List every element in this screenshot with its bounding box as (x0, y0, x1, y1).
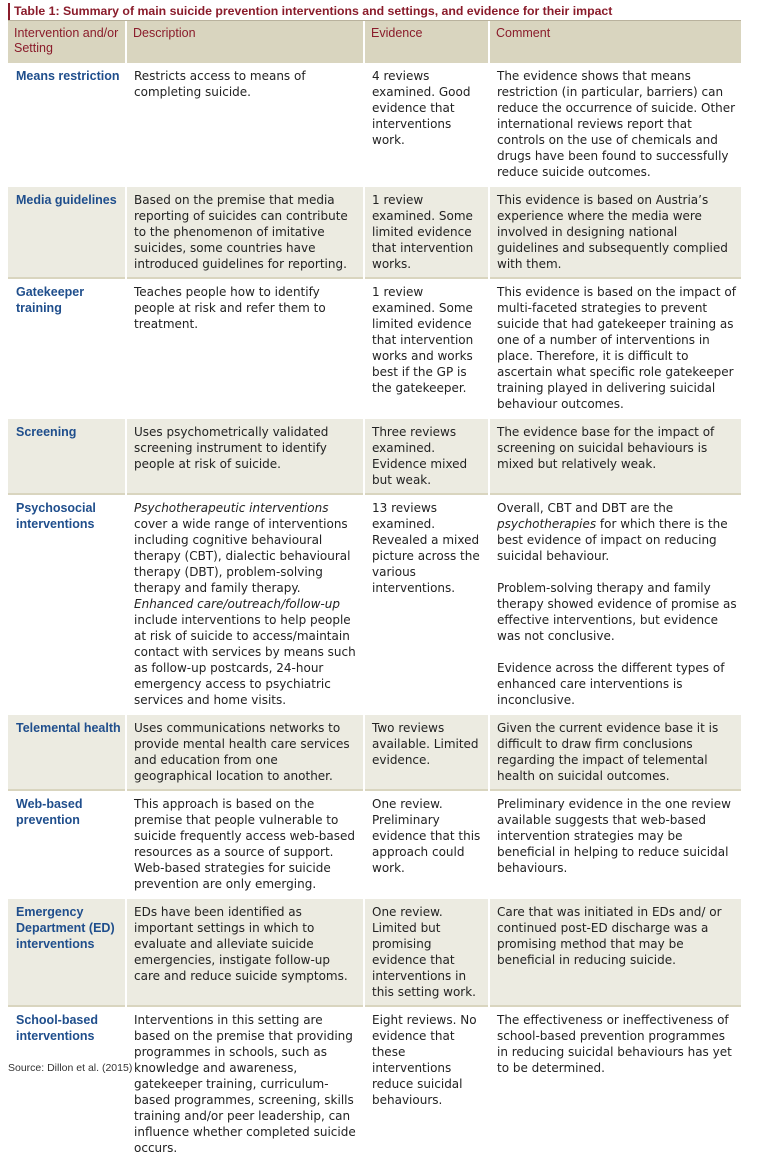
cell-description (126, 494, 364, 714)
cell-setting: Screening (8, 418, 126, 494)
header-comment: Comment (489, 21, 741, 62)
cell-comment: Given the current evidence base it is difficult to draw firm conclusions regarding the impact of telemental health on suicidal outcomes. (489, 714, 741, 790)
table-row (8, 1006, 741, 1161)
cell-description: Based on the premise that media reporting of suicides can contribute to the phenomenon of imitative suicides, some countries have introduced guidelines for reporting. (126, 186, 364, 278)
header-setting: Intervention and/or Setting (8, 21, 126, 62)
cell-comment (489, 494, 741, 714)
cell-description: Interventions in this setting are based on the premise that providing programmes in schools, such as knowledge and awareness, gatekeeper training, curriculum-based programmes, screening, skills training and/or peer leadership, can influence whether completed suicide occurs. (126, 1006, 364, 1161)
cell-setting: Media guidelines (8, 186, 126, 278)
description-italic-term: Psychotherapeutic interventions (134, 501, 329, 515)
comment-text: for which there is the best evidence of impact on reducing suicidal behaviour. (497, 517, 728, 563)
cell-evidence: 4 reviews examined. Good evidence that interventions work. (364, 62, 489, 186)
cell-comment: This evidence is based on Austria’s experience where the media were involved in designing national guidelines and subsequently complied with them. (489, 186, 741, 278)
cell-setting: Emergency Department (ED) interventions (8, 898, 126, 1006)
description-italic-term: Enhanced care/outreach/follow-up (134, 597, 340, 611)
comment-italic-term: psychotherapies (497, 517, 597, 531)
cell-comment: The evidence base for the impact of screening on suicidal behaviours is mixed but relatively weak. (489, 418, 741, 494)
table-row (8, 62, 741, 186)
cell-evidence: 13 reviews examined. Revealed a mixed picture across the various interventions. (364, 494, 489, 714)
cell-evidence: One review. Limited but promising evidence that interventions in this setting work. (364, 898, 489, 1006)
table-row (8, 494, 741, 714)
cell-evidence: One review. Preliminary evidence that this approach could work. (364, 790, 489, 898)
cell-description: EDs have been identified as important settings in which to evaluate and alleviate suicide emergencies, instigate follow-up care and reduce suicide symptoms. (126, 898, 364, 1006)
cell-evidence: Three reviews examined. Evidence mixed but weak. (364, 418, 489, 494)
cell-setting: Means restriction (8, 62, 126, 186)
cell-evidence: 1 review examined. Some limited evidence that intervention works and works best if the GP is the gatekeeper. (364, 278, 489, 418)
cell-description: Restricts access to means of completing suicide. (126, 62, 364, 186)
cell-description: This approach is based on the premise that people vulnerable to suicide frequently access web-based resources as a source of support. Web-based strategies for suicide prevention are only emerging. (126, 790, 364, 898)
cell-comment: The evidence shows that means restriction (in particular, barriers) can reduce the occurrence of suicide. Other international reviews report that controls on the use of chemicals and drugs have been found to successfully reduce suicide outcomes. (489, 62, 741, 186)
table-row (8, 790, 741, 898)
table-row (8, 186, 741, 278)
table-row (8, 418, 741, 494)
header-description: Description (126, 21, 364, 62)
table-header-row (8, 21, 741, 62)
comment-paragraph (497, 500, 737, 564)
table-row (8, 278, 741, 418)
cell-setting: Gatekeeper training (8, 278, 126, 418)
table-title: Table 1: Summary of main suicide prevention interventions and settings, and evidence for their impact (8, 3, 612, 20)
cell-setting: School-based interventions (8, 1006, 126, 1161)
cell-description: Uses psychometrically validated screening instrument to identify people at risk of suicide. (126, 418, 364, 494)
comment-paragraph: Evidence across the different types of enhanced care interventions is inconclusive. (497, 661, 725, 707)
cell-setting: Telemental health (8, 714, 126, 790)
table-row (8, 898, 741, 1006)
cell-evidence: Two reviews available. Limited evidence. (364, 714, 489, 790)
comment-paragraph: Problem-solving therapy and family therapy showed evidence of promise as effective interventions, but evidence was not conclusive. (497, 581, 737, 643)
description-text: cover a wide range of interventions including cognitive behavioural therapy (CBT), dialectic behavioural therapy (DBT), problem-solving therapy and family therapy. (134, 517, 351, 595)
interventions-table (8, 21, 741, 1161)
comment-text: Overall, CBT and DBT are the (497, 501, 674, 515)
cell-comment: Care that was initiated in EDs and/ or continued post-ED discharge was a promising method that may be beneficial in reducing suicide. (489, 898, 741, 1006)
table-row (8, 714, 741, 790)
cell-evidence: Eight reviews. No evidence that these interventions reduce suicidal behaviours. (364, 1006, 489, 1161)
cell-setting: Psychosocial interventions (8, 494, 126, 714)
cell-setting: Web-based prevention (8, 790, 126, 898)
cell-comment: The effectiveness or ineffectiveness of school-based prevention programmes in reducing suicidal behaviours has yet to be determined. (489, 1006, 741, 1161)
description-text: include interventions to help people at risk of suicide to access/maintain contact with services by means such as follow-up postcards, 24-hour emergency access to psychiatric services and home visits. (134, 613, 356, 707)
cell-evidence: 1 review examined. Some limited evidence that intervention works. (364, 186, 489, 278)
cell-comment: Preliminary evidence in the one review available suggests that web-based intervention strategies may be beneficial in helping to reduce suicidal behaviours. (489, 790, 741, 898)
header-evidence: Evidence (364, 21, 489, 62)
cell-description: Uses communications networks to provide mental health care services and education from one geographical location to another. (126, 714, 364, 790)
cell-comment: This evidence is based on the impact of multi-faceted strategies to prevent suicide that had gatekeeper training as one of a number of interventions in place. Therefore, it is difficult to ascertain what specific role gatekeeper training played in delivering suicidal behaviour outcomes. (489, 278, 741, 418)
cell-description: Teaches people how to identify people at risk and refer them to treatment. (126, 278, 364, 418)
source-citation: Source: Dillon et al. (2015) (8, 1062, 133, 1074)
